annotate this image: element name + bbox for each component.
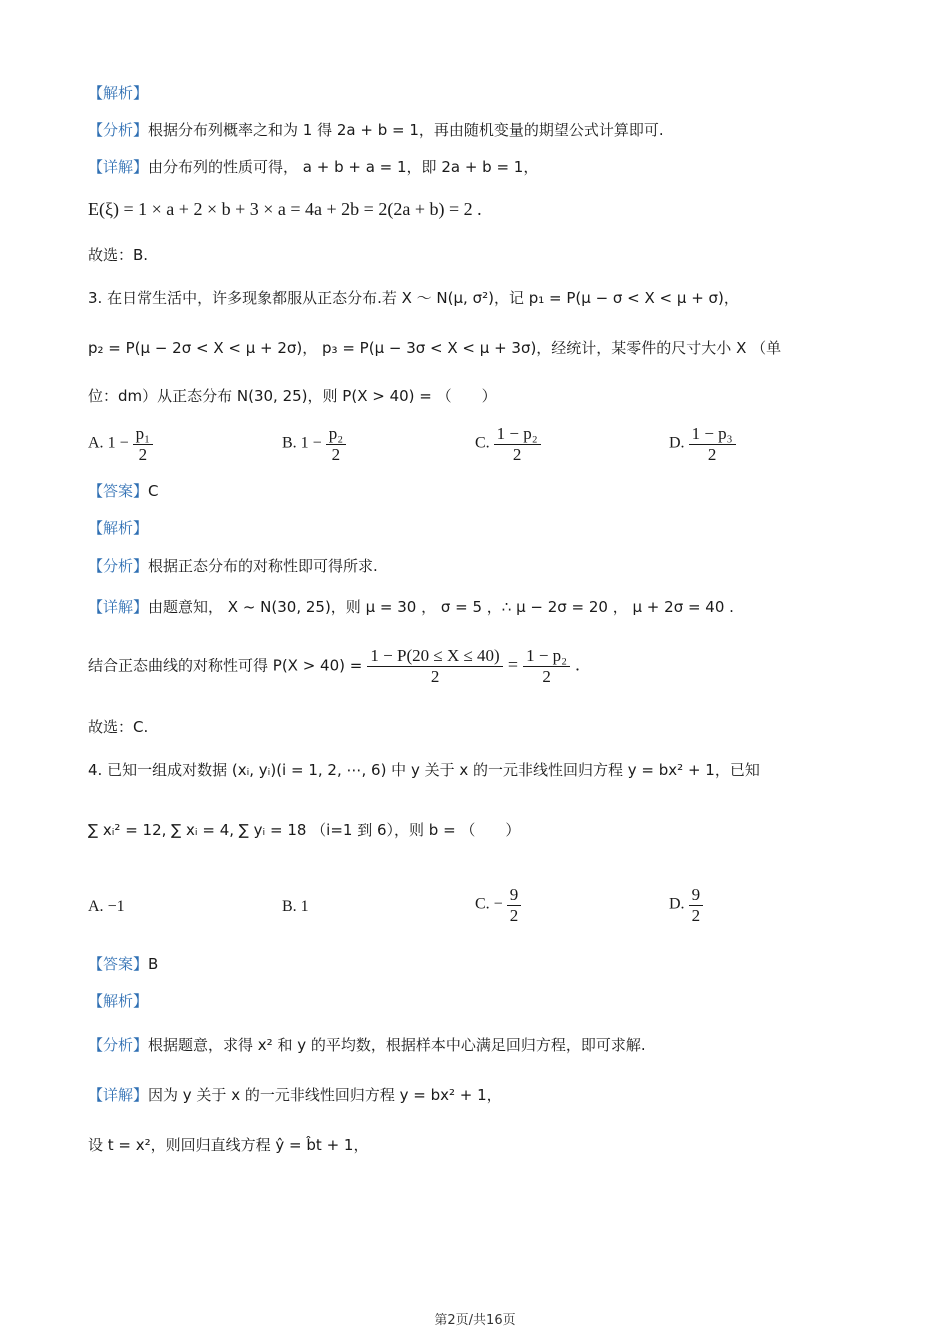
fraction-denominator: 2	[509, 905, 519, 925]
fraction-denominator: 2	[331, 444, 341, 464]
q4-option-label: A.	[88, 898, 104, 915]
q4-xiangjie	[88, 1085, 890, 1104]
q3-option-prefix: 1 −	[107, 434, 129, 452]
fraction-numerator: p₂	[326, 424, 346, 445]
q3-answer-value: C	[148, 482, 159, 500]
fraction-numerator: 1 − p₂	[494, 424, 541, 445]
q3-option-fraction	[689, 424, 736, 464]
q3-fenxi-tag: 【分析】	[88, 557, 149, 575]
q3-option-label: B.	[282, 434, 297, 452]
q2-xiangjie-text: 由分布列的性质可得， a + b + a = 1，即 2a + b = 1，	[148, 158, 539, 176]
q2-expectation-formula: E(ξ) = 1 × a + 2 × b + 3 × a = 4a + 2b = 2(2a + b) = 2 .	[88, 199, 482, 219]
q3-option-c	[475, 424, 541, 464]
q4-option-a	[88, 898, 125, 916]
q3-symmetry-prefix: 结合正态曲线的对称性可得 P(X > 40) =	[88, 656, 363, 675]
q3-option-label: A.	[88, 434, 104, 452]
q4-option-label: C.	[475, 895, 490, 913]
q3-option-a	[88, 424, 153, 464]
fraction-numerator: p₁	[133, 424, 153, 445]
q4-xiangjie-tag: 【详解】	[88, 1086, 149, 1104]
q4-stem-line1: 4. 已知一组成对数据 (xᵢ, yᵢ)(i = 1, 2, ⋯, 6) 中 y 关于 x 的一元非线性回归方程 y = bx² + 1，已知	[88, 761, 760, 779]
fraction-numerator: 1 − p₂	[523, 646, 570, 667]
q3-answer-tag: 【答案】	[88, 482, 149, 500]
q2-xiangjie-tag: 【详解】	[88, 158, 149, 176]
q3-symmetry-fraction	[367, 646, 502, 686]
q3-xiangjie	[88, 597, 890, 616]
q3-symmetry-end: .	[575, 654, 580, 675]
q4-last-line: 设 t = x²，则回归直线方程 ŷ = b̂t + 1，	[88, 1136, 369, 1154]
page-footer: 第2页/共16页	[434, 1313, 516, 1328]
q4-option-text: 1	[300, 898, 309, 915]
fraction-numerator: 1 − P(20 ≤ X ≤ 40)	[367, 646, 502, 667]
fraction-denominator: 2	[512, 444, 522, 464]
q3-stem-line3: 位：dm）从正态分布 N(30, 25)，则 P(X > 40) = （ ）	[88, 387, 497, 405]
q3-jiexi-tag: 【解析】	[88, 519, 149, 537]
q4-option-c	[475, 885, 521, 925]
q3-answer	[88, 481, 890, 500]
fraction-denominator: 2	[430, 666, 440, 686]
fraction-numerator: 9	[507, 885, 522, 906]
q3-stem-line2: p₂ = P(μ − 2σ < X < μ + 2σ)， p₃ = P(μ − 3σ < X < μ + 3σ)，经统计，某零件的尺寸大小 X （单	[88, 339, 782, 357]
q3-option-fraction	[326, 424, 346, 464]
q4-option-fraction	[689, 885, 704, 925]
q4-jiexi-tag: 【解析】	[88, 992, 149, 1010]
q2-xiangjie	[88, 157, 890, 176]
q4-option-b	[282, 898, 309, 916]
q3-option-prefix: 1 −	[300, 434, 322, 452]
q3-option-fraction	[133, 424, 153, 464]
q3-fenxi	[88, 556, 890, 575]
q4-option-fraction	[507, 885, 522, 925]
q2-fenxi	[88, 120, 890, 139]
q4-option-d	[669, 885, 703, 925]
q2-jiexi-tag: 【解析】	[88, 84, 149, 102]
q3-option-label: C.	[475, 434, 490, 452]
q3-option-fraction	[494, 424, 541, 464]
q3-conclusion: 故选：C.	[88, 718, 149, 736]
q4-option-label: B.	[282, 898, 297, 915]
fraction-numerator: 9	[689, 885, 704, 906]
q2-conclusion: 故选：B.	[88, 246, 149, 264]
q3-xiangjie-tag: 【详解】	[88, 598, 149, 616]
q4-xiangjie-text: 因为 y 关于 x 的一元非线性回归方程 y = bx² + 1，	[148, 1086, 502, 1104]
q3-xiangjie-text: 由题意知， X ~ N(30, 25)，则 μ = 30 ， σ = 5 ，∴ μ − 2σ = 20 ， μ + 2σ = 40 .	[148, 598, 734, 616]
fraction-denominator: 2	[707, 444, 717, 464]
fraction-denominator: 2	[542, 666, 551, 686]
q4-fenxi	[88, 1035, 890, 1054]
q4-stem-line2: ∑ xᵢ² = 12, ∑ xᵢ = 4, ∑ yᵢ = 18 （i=1 到 6），则 b = （ ）	[88, 821, 521, 839]
q2-fenxi-text: 根据分布列概率之和为 1 得 2a + b = 1，再由随机变量的期望公式计算即可.	[148, 121, 664, 139]
q3-option-d	[669, 424, 736, 464]
q3-symmetry-line	[88, 646, 890, 686]
q3-symmetry-equals: =	[507, 654, 518, 675]
q3-fenxi-text: 根据正态分布的对称性即可得所求.	[148, 557, 378, 575]
q3-symmetry-fraction-2	[523, 646, 570, 686]
fraction-denominator: 2	[138, 444, 148, 464]
q3-option-label: D.	[669, 434, 685, 452]
q4-answer-value: B	[148, 955, 159, 973]
q4-option-prefix: −	[493, 895, 503, 913]
q4-answer-tag: 【答案】	[88, 955, 149, 973]
fraction-denominator: 2	[691, 905, 701, 925]
q4-answer	[88, 954, 890, 973]
q4-option-label: D.	[669, 895, 685, 913]
q4-fenxi-text: 根据题意，求得 x² 和 y 的平均数，根据样本中心满足回归方程，即可求解.	[148, 1036, 646, 1054]
q3-option-b	[282, 424, 346, 464]
q4-fenxi-tag: 【分析】	[88, 1036, 149, 1054]
q4-option-text: −1	[107, 898, 125, 915]
fraction-numerator: 1 − p₃	[689, 424, 736, 445]
q2-fenxi-tag: 【分析】	[88, 121, 149, 139]
q3-stem-line1: 3. 在日常生活中，许多现象都服从正态分布.若 X ～ N(μ, σ²)，记 p₁ = P(μ − σ < X < μ + σ)，	[88, 289, 739, 307]
